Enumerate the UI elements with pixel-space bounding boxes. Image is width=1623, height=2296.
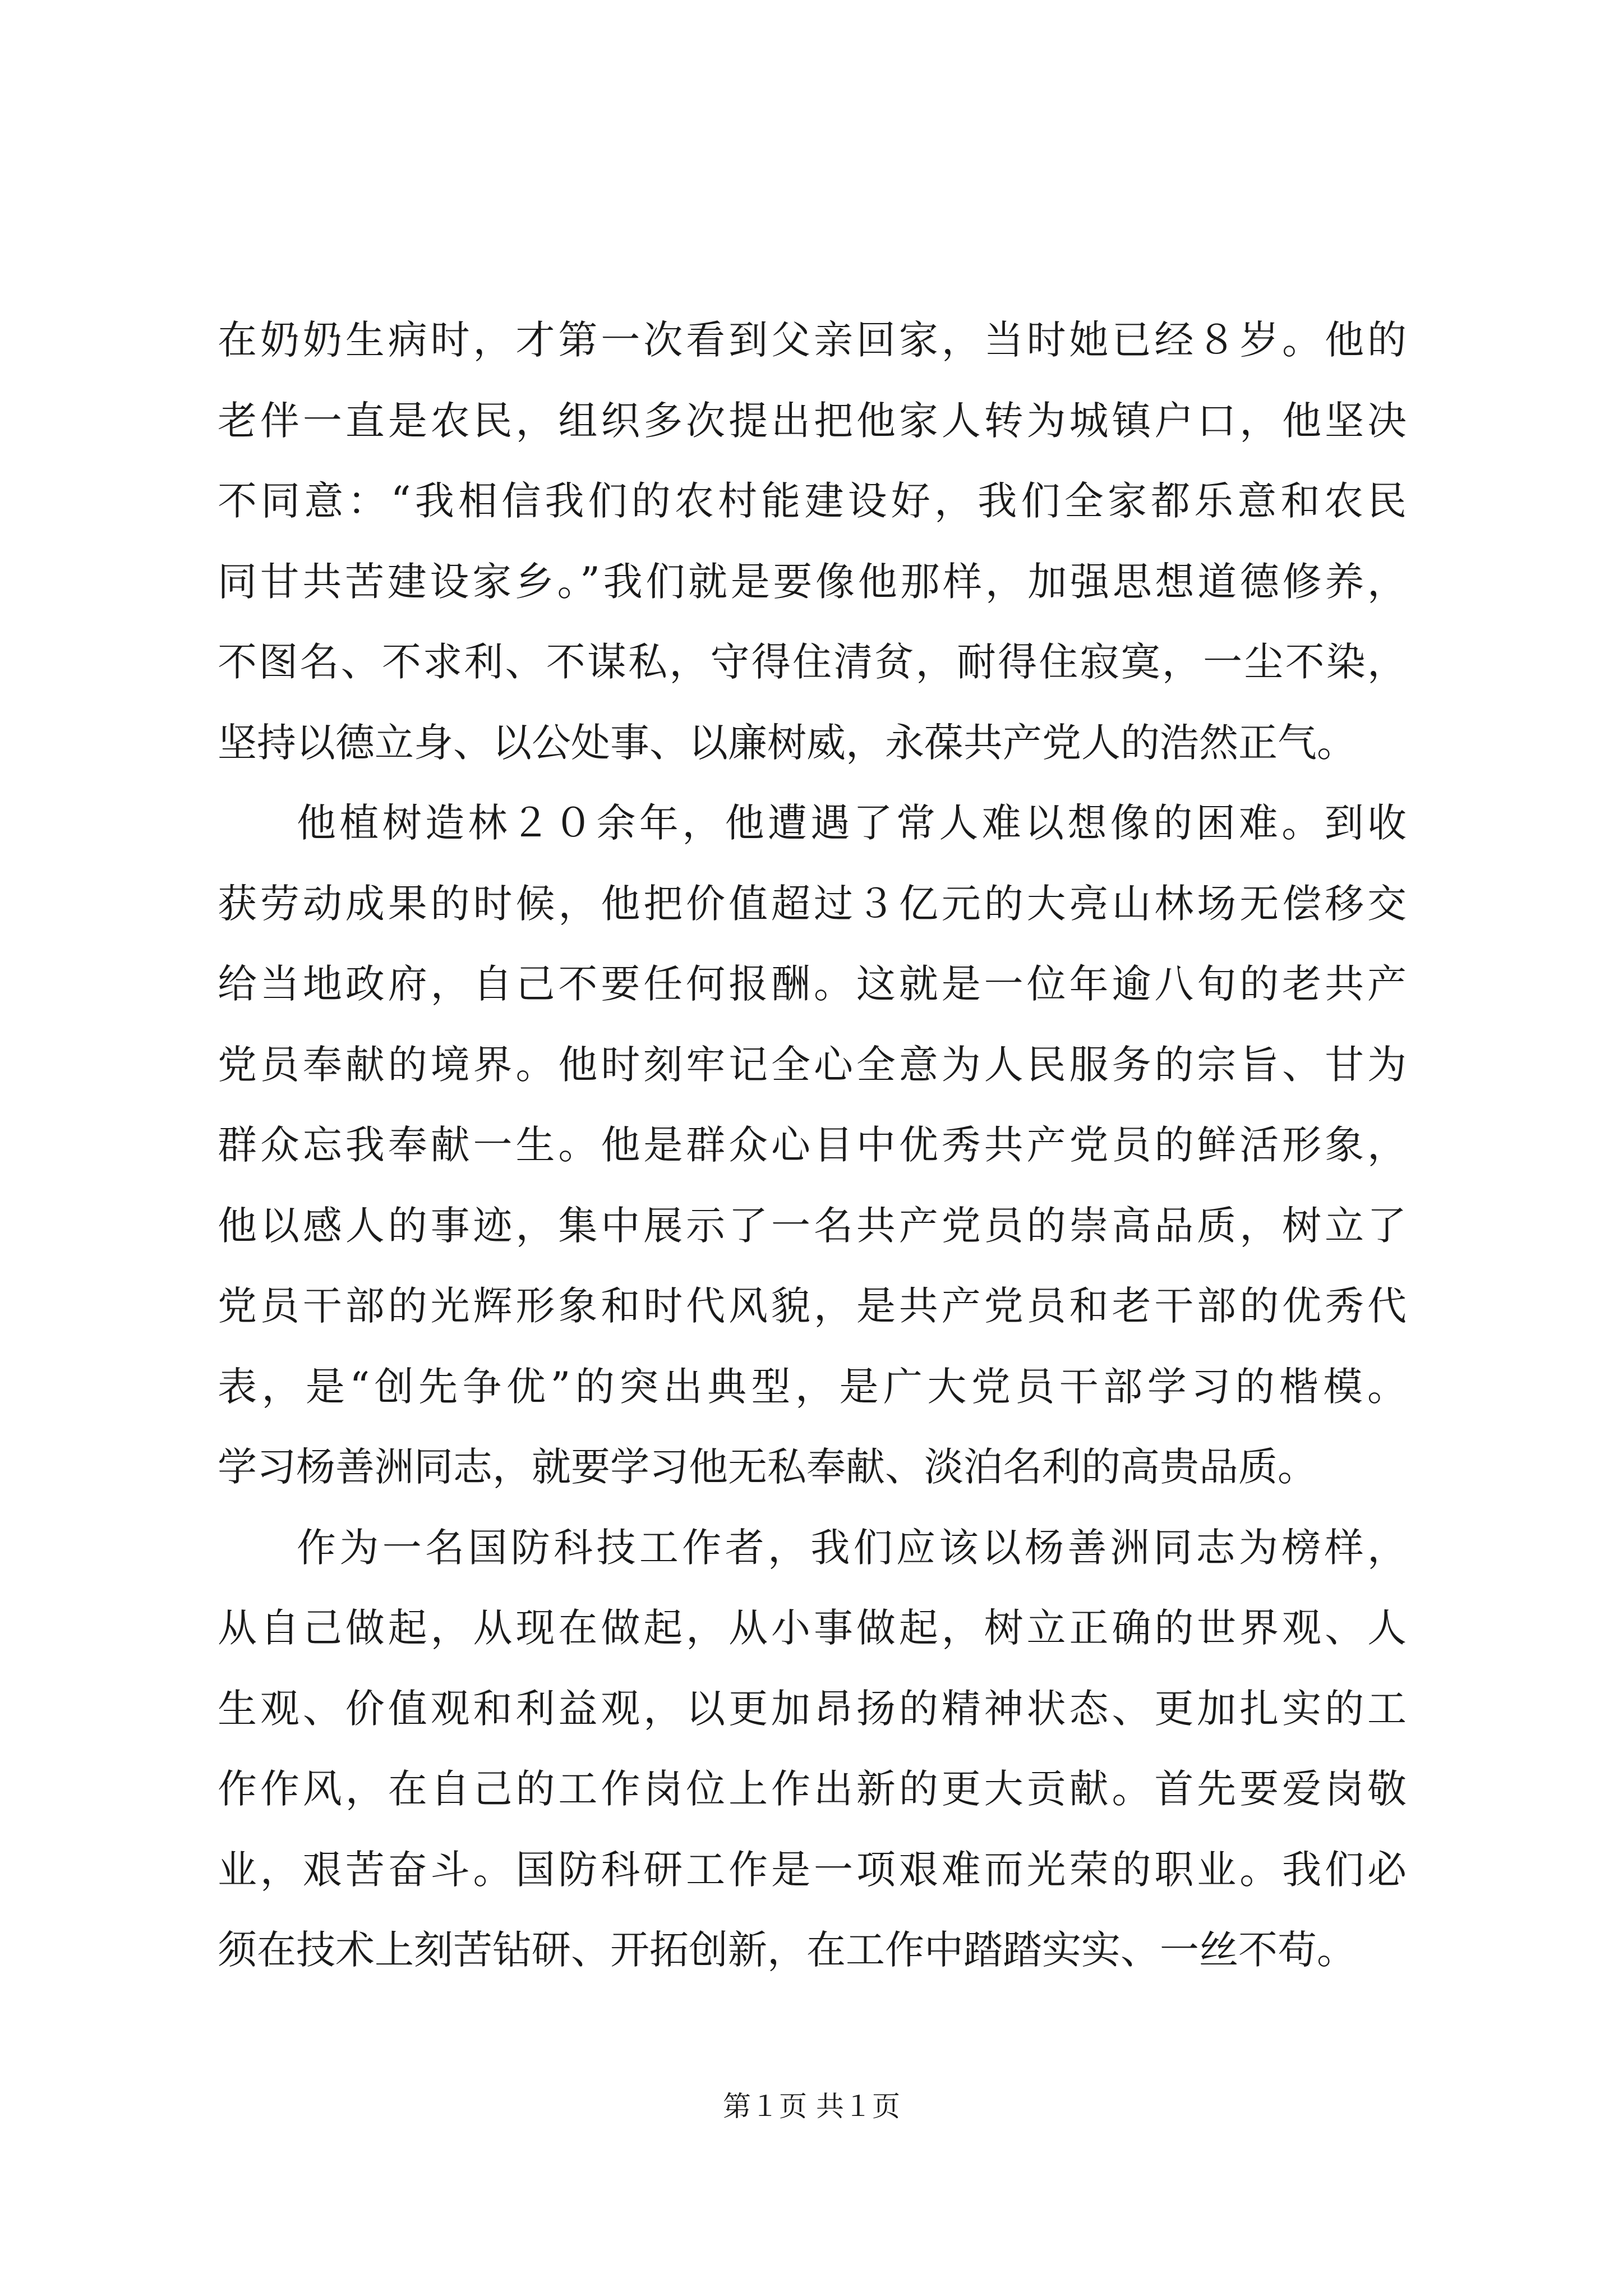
text-line: 群众忘我奉献一生。他是群众心目中优秀共产党员的鲜活形象， <box>218 1122 1407 1168</box>
text-line: 同甘共苦建设家乡。”我们就是要像他那样，加强思想道德修养， <box>218 558 1407 605</box>
text-line: 不同意：“我相信我们的农村能建设好，我们全家都乐意和农民 <box>218 478 1407 524</box>
text-line: 党员奉献的境界。他时刻牢记全心全意为人民服务的宗旨、甘为 <box>218 1041 1407 1088</box>
document-body <box>218 300 1407 1991</box>
text-line: 给当地政府，自己不要任何报酬。这就是一位年逾八旬的老共产 <box>218 961 1407 1007</box>
text-line: 党员干部的光辉形象和时代风貌，是共产党员和老干部的优秀代 <box>218 1283 1407 1329</box>
page-footer <box>0 2087 1623 2126</box>
text-line: 他以感人的事迹，集中展示了一名共产党员的崇高品质，树立了 <box>218 1202 1407 1249</box>
text-line: 表，是“创先争优”的突出典型，是广大党员干部学习的楷模。 <box>218 1363 1407 1410</box>
text-line: 老伴一直是农民，组织多次提出把他家人转为城镇户口，他坚决 <box>218 397 1407 444</box>
text-line: 在奶奶生病时，才第一次看到父亲回家，当时她已经８岁。他的 <box>218 317 1407 363</box>
text-line: 作作风，在自己的工作岗位上作出新的更大贡献。首先要爱岗敬 <box>218 1766 1407 1812</box>
text-line: 作为一名国防科技工作者，我们应该以杨善洲同志为榜样， <box>297 1524 1407 1571</box>
text-line: 须在技术上刻苦钻研、开拓创新，在工作中踏踏实实、一丝不苟。 <box>218 1927 1356 1973</box>
text-line: 从自己做起，从现在做起，从小事做起，树立正确的世界观、人 <box>218 1605 1407 1651</box>
text-line: 获劳动成果的时候，他把价值超过３亿元的大亮山林场无偿移交 <box>218 880 1407 927</box>
page-number: 第１页 共１页 <box>723 2090 900 2123</box>
text-line: 学习杨善洲同志，就要学习他无私奉献、淡泊名利的高贵品质。 <box>218 1444 1317 1490</box>
text-line: 业，艰苦奋斗。国防科研工作是一项艰难而光荣的职业。我们必 <box>218 1846 1407 1893</box>
text-line: 不图名、不求利、不谋私，守得住清贫，耐得住寂寞，一尘不染， <box>218 639 1407 685</box>
text-line: 坚持以德立身、以公处事、以廉树威，永葆共产党人的浩然正气。 <box>218 719 1356 766</box>
text-line: 生观、价值观和利益观，以更加昂扬的精神状态、更加扎实的工 <box>218 1685 1407 1732</box>
text-line: 他植树造林２０余年，他遭遇了常人难以想像的困难。到收 <box>297 800 1407 846</box>
